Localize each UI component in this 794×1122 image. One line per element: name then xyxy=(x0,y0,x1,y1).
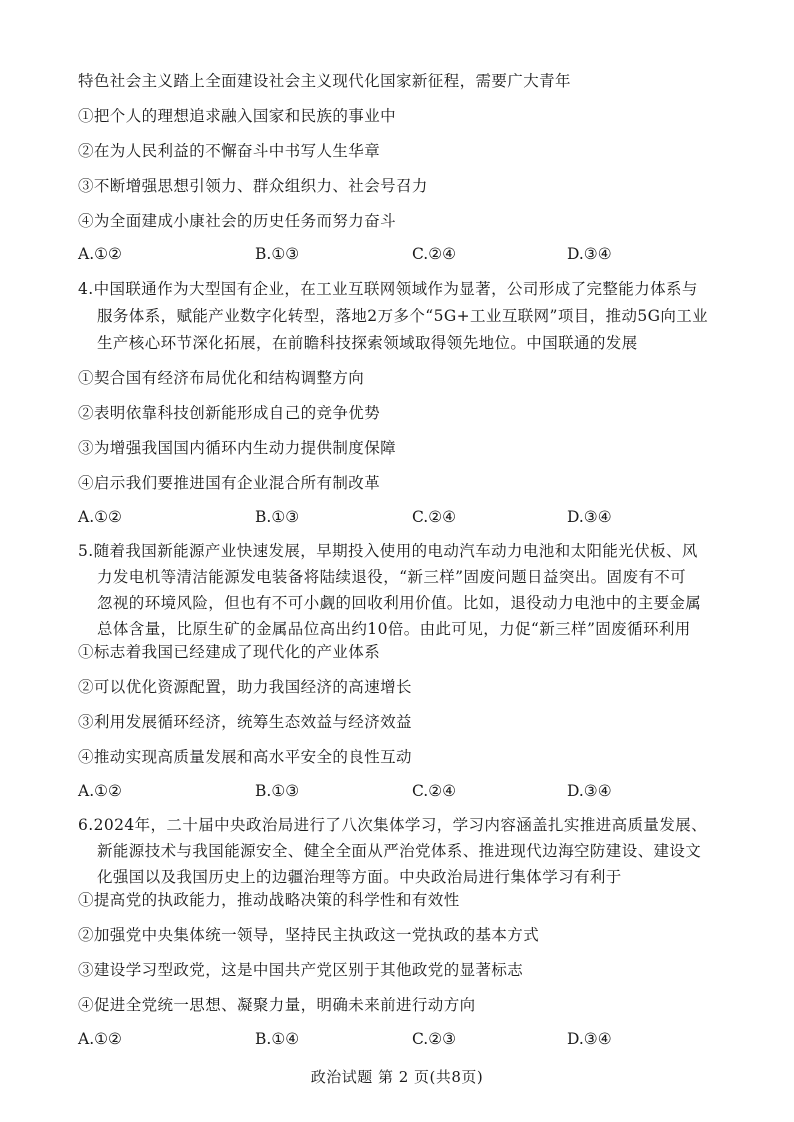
q3-option-b: B.①③ xyxy=(255,245,300,263)
q4-option-a: A.①② xyxy=(78,508,122,526)
q4-option-d: D.③④ xyxy=(567,508,612,526)
q3-statement-2: ②在为人民利益的不懈奋斗中书写人生华章 xyxy=(78,142,381,160)
q6-option-a: A.①② xyxy=(78,1030,122,1048)
q5-option-b: B.①③ xyxy=(255,782,300,800)
q6-option-c: C.②③ xyxy=(412,1030,457,1048)
q5-statement-2: ②可以优化资源配置，助力我国经济的高速增长 xyxy=(78,678,412,696)
q5-option-c: C.②④ xyxy=(412,782,457,800)
q3-option-a: A.①② xyxy=(78,245,122,263)
q5-stem-line-1: 5.随着我国新能源产业快速发展，早期投入使用的电动汽车动力电池和太阳能光伏板、风 xyxy=(78,542,698,560)
q6-options xyxy=(78,1028,750,1050)
q3-statement-4: ④为全面建成小康社会的历史任务而努力奋斗 xyxy=(78,212,397,230)
q5-stem-line-2: 力发电机等清洁能源发电装备将陆续退役，“新三样”固废问题日益突出。固废有不可 xyxy=(97,568,687,586)
q6-statement-2: ②加强党中央集体统一领导，坚持民主执政这一党执政的基本方式 xyxy=(78,926,540,944)
q4-stem-line-3: 生产核心环节深化拓展，在前瞻科技探索领域取得领先地位。中国联通的发展 xyxy=(97,334,638,352)
q3-stem-line: 特色社会主义踏上全面建设社会主义现代化国家新征程，需要广大青年 xyxy=(78,72,571,90)
page-footer: 政治试题 第 2 页(共8页) xyxy=(310,1068,484,1086)
q4-statement-3: ③为增强我国国内循环内生动力提供制度保障 xyxy=(78,439,397,457)
q5-option-d: D.③④ xyxy=(567,782,612,800)
q5-stem-line-4: 总体含量，比原生矿的金属品位高出约10倍。由此可见，力促“新三样”固废循环利用 xyxy=(97,620,691,638)
q4-option-c: C.②④ xyxy=(412,508,457,526)
q4-statement-4: ④启示我们要推进国有企业混合所有制改革 xyxy=(78,474,381,492)
q6-option-d: D.③④ xyxy=(567,1030,612,1048)
q6-statement-4: ④促进全党统一思想、凝聚力量，明确未来前进行动方向 xyxy=(78,996,476,1014)
q4-options xyxy=(78,506,750,528)
q4-statement-1: ①契合国有经济布局优化和结构调整方向 xyxy=(78,369,365,387)
q5-option-a: A.①② xyxy=(78,782,122,800)
q4-stem-line-2: 服务体系，赋能产业数字化转型，落地2万多个“5G+工业互联网”项目，推动5G向工业 xyxy=(97,307,709,325)
q3-options xyxy=(78,243,750,265)
q5-statement-4: ④推动实现高质量发展和高水平安全的良性互动 xyxy=(78,748,412,766)
q6-statement-3: ③建设学习型政党，这是中国共产党区别于其他政党的显著标志 xyxy=(78,961,524,979)
q3-option-c: C.②④ xyxy=(412,245,457,263)
q6-stem-line-3: 化强国以及我国历史上的边疆治理等方面。中央政治局进行集体学习有利于 xyxy=(97,868,622,886)
q5-stem-line-3: 忽视的环境风险，但也有不可小觑的回收利用价值。比如，退役动力电池中的主要金属 xyxy=(97,594,702,612)
q3-statement-3: ③不断增强思想引领力、群众组织力、社会号召力 xyxy=(78,177,428,195)
q6-stem-line-2: 新能源技术与我国能源安全、健全全面从严治党体系、推进现代边海空防建设、建设文 xyxy=(97,842,702,860)
q6-option-b: B.①④ xyxy=(255,1030,300,1048)
q4-option-b: B.①③ xyxy=(255,508,300,526)
q4-statement-2: ②表明依靠科技创新能形成自己的竞争优势 xyxy=(78,404,381,422)
q3-option-d: D.③④ xyxy=(567,245,612,263)
q6-statement-1: ①提高党的执政能力，推动战略决策的科学性和有效性 xyxy=(78,891,460,909)
q6-stem-line-1: 6.2024年，二十届中央政治局进行了八次集体学习，学习内容涵盖扎实推进高质量发展、 xyxy=(78,816,708,834)
q5-statement-1: ①标志着我国已经建成了现代化的产业体系 xyxy=(78,643,381,661)
q3-statement-1: ①把个人的理想追求融入国家和民族的事业中 xyxy=(78,107,397,125)
q5-options xyxy=(78,780,750,802)
q5-statement-3: ③利用发展循环经济，统筹生态效益与经济效益 xyxy=(78,713,412,731)
q4-stem-line-1: 4.中国联通作为大型国有企业，在工业互联网领域作为显著，公司形成了完整能力体系与 xyxy=(78,280,698,298)
